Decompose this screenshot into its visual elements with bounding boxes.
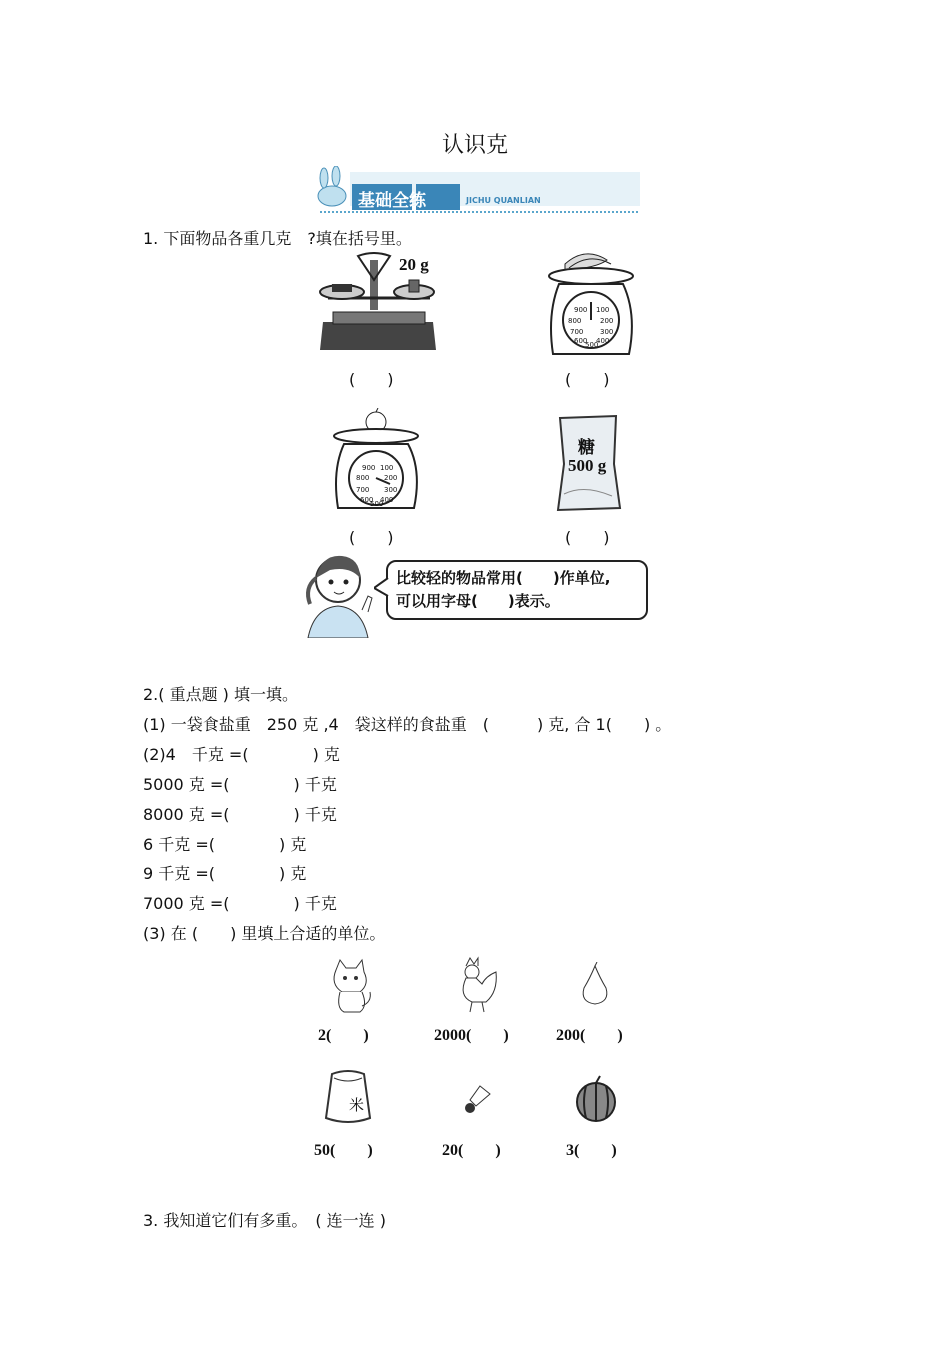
conversion-item: 8000 克 =( ) 千克 — [143, 805, 337, 824]
rice-char: 米 — [349, 1096, 365, 1114]
unit-blank[interactable]: 2000( ) — [434, 1027, 509, 1044]
rice-bag-icon — [320, 1068, 376, 1126]
unit-blank[interactable]: 200( ) — [556, 1027, 623, 1044]
answer-blank[interactable]: ( ) — [565, 528, 610, 547]
rooster-icon — [452, 956, 502, 1014]
bubble-tail — [374, 578, 390, 598]
dial-number: 400 — [596, 337, 610, 345]
conversion-item: (2)4 千克 =( ) 克 — [143, 745, 340, 764]
dial-number: 500 — [585, 341, 599, 349]
dial-number: 200 — [384, 474, 398, 482]
dial-number: 600 — [574, 337, 588, 345]
banner-title: 基础全练 — [358, 191, 426, 211]
conversion-item: 7000 克 =( ) 千克 — [143, 894, 337, 913]
section-banner — [310, 166, 640, 216]
dial-number: 900 — [362, 464, 376, 472]
question-1-prompt: 1. 下面物品各重几克 ?填在括号里。 — [143, 229, 412, 248]
answer-blank[interactable]: ( ) — [349, 370, 394, 389]
question-3-prompt: 3. 我知道它们有多重。 ( 连一连 ) — [143, 1211, 387, 1230]
shuttlecock-icon — [462, 1084, 492, 1116]
cat-icon — [326, 958, 374, 1014]
question-2-item-1: (1) 一袋食盐重 250 克 ,4 袋这样的食盐重 ( ) 克, 合 1( ) 。 — [143, 715, 672, 734]
conversion-item: 6 千克 =( ) 克 — [143, 835, 307, 854]
dial-number: 700 — [570, 328, 584, 336]
conversion-item: 5000 克 =( ) 千克 — [143, 775, 337, 794]
page-title: 认识克 — [441, 133, 508, 158]
question-2-prompt: 2.( 重点题 ) 填一填。 — [143, 685, 299, 704]
sugar-weight: 500 g — [568, 456, 607, 475]
bubble-line-1: 比较轻的物品常用( )作单位, — [396, 569, 611, 587]
apple-scale-icon — [330, 408, 422, 514]
unit-blank[interactable]: 2( ) — [318, 1027, 369, 1044]
banner-pinyin: JICHU QUANLIAN — [466, 196, 541, 205]
dial-number: 600 — [360, 496, 374, 504]
question-2-item-3: (3) 在 ( ) 里填上合适的单位。 — [143, 924, 386, 943]
dial-number: 900 — [574, 306, 588, 314]
dial-number: 400 — [380, 496, 394, 504]
answer-blank[interactable]: ( ) — [349, 528, 394, 547]
dial-number: 200 — [600, 317, 614, 325]
dial-number: 100 — [380, 464, 394, 472]
dial-number: 300 — [384, 486, 398, 494]
pear-icon — [578, 962, 612, 1006]
conversion-item: 9 千克 =( ) 克 — [143, 864, 307, 883]
bubble-line-2: 可以用字母( )表示。 — [396, 592, 560, 610]
dial-number: 700 — [356, 486, 370, 494]
dial-number: 800 — [568, 317, 582, 325]
dial-number: 100 — [596, 306, 610, 314]
dial-number: 800 — [356, 474, 370, 482]
dial-number: 300 — [600, 328, 614, 336]
sugar-label: 糖 — [578, 438, 595, 457]
watermelon-icon — [574, 1074, 618, 1124]
dial-number: 500 — [370, 500, 384, 508]
unit-blank[interactable]: 50( ) — [314, 1142, 373, 1159]
girl-icon — [298, 548, 378, 638]
answer-blank[interactable]: ( ) — [565, 370, 610, 389]
unit-blank[interactable]: 3( ) — [566, 1142, 617, 1159]
weight-label: 20 g — [399, 255, 429, 274]
unit-blank[interactable]: 20( ) — [442, 1142, 501, 1159]
